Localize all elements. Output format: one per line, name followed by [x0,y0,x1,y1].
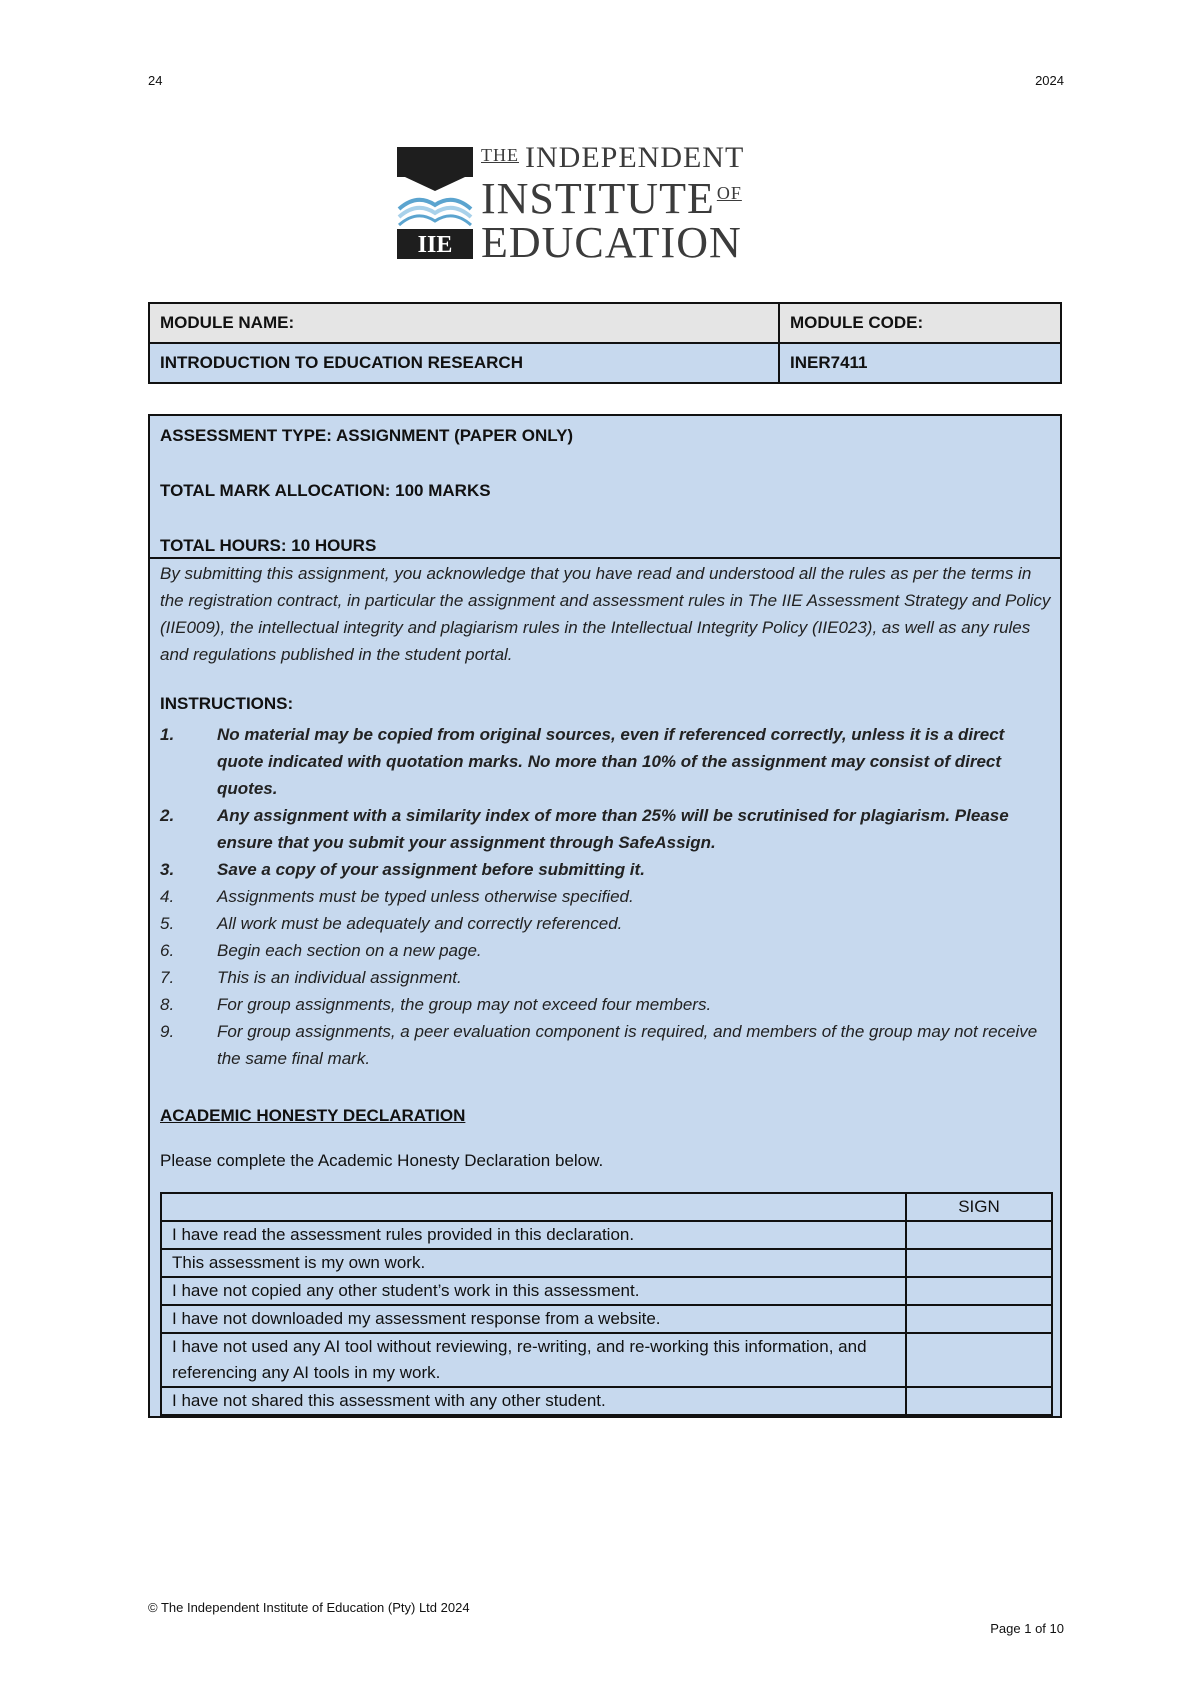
footer-page-number: Page 1 of 10 [990,1621,1064,1636]
declaration-intro: Please complete the Academic Honesty Declaration below. [160,1151,604,1170]
instructions-label: INSTRUCTIONS: [160,694,294,713]
logo-education: EDUCATION [481,218,742,267]
declaration-row [161,1277,1052,1305]
declaration-statement: I have read the assessment rules provided in this declaration. [161,1221,906,1249]
instruction-item: 7. This is an individual assignment. [160,968,462,987]
iie-logo [397,141,817,267]
declaration-row [161,1305,1052,1333]
module-table-value-row [149,343,1061,383]
sign-cell[interactable] [906,1249,1052,1277]
logo-wordmark [481,143,744,265]
assessment-box [148,414,1062,1418]
instruction-item: 2. Any assignment with a similarity index of more than 25% will be scrutinised for plagiarism. Please ensure that you submit your assignment through SafeAssign. [160,806,1009,852]
instruction-item: 5. All work must be adequately and correctly referenced. [160,914,623,933]
declaration-row [161,1221,1052,1249]
module-name-label: MODULE NAME: [149,303,779,343]
logo-the: THE [481,145,519,165]
sign-cell[interactable] [906,1333,1052,1387]
declaration-statement: I have not copied any other student’s work in this assessment. [161,1277,906,1305]
declaration-row [161,1333,1052,1387]
assessment-type: ASSESSMENT TYPE: ASSIGNMENT (PAPER ONLY) [160,426,574,445]
sign-cell[interactable] [906,1277,1052,1305]
iie-logo-mark [397,147,473,259]
instruction-item: 6. Begin each section on a new page. [160,941,482,960]
declaration-statement: This assessment is my own work. [161,1249,906,1277]
instruction-item: 4. Assignments must be typed unless otherwise specified. [160,887,634,906]
header-left-text: 24 [148,73,163,88]
sign-header: SIGN [906,1193,1052,1221]
module-name-value: INTRODUCTION TO EDUCATION RESEARCH [149,343,779,383]
logo-institute: INSTITUTE [481,174,715,223]
declaration-header-blank [161,1193,906,1221]
instruction-item: 9. For group assignments, a peer evaluation component is required, and members of the group may not receive the same final mark. [160,1022,1038,1068]
instruction-item: 1. No material may be copied from original sources, even if referenced correctly, unless it is a direct quote indicated with quotation marks. No more than 10% of the assignment may consist of direct quotes. [160,725,1005,798]
declaration-title: ACADEMIC HONESTY DECLARATION [160,1106,466,1125]
instruction-item: 8. For group assignments, the group may not exceed four members. [160,995,712,1014]
sign-cell[interactable] [906,1305,1052,1333]
assessment-header [150,416,1060,559]
header-right-text: 2024 [1035,73,1064,88]
footer-copyright: © The Independent Institute of Education (Pty) Ltd 2024 [148,1600,470,1615]
acknowledgement-text: By submitting this assignment, you acknowledge that you have read and understood all the rules as per the terms in the registration contract, in particular the assignment and assessment rules in The IIE Assessment Strategy and Policy (IIE009), the intellectual integrity and plagiarism rules in the Intellectual Integrity Policy (IIE023), as well as any rules and regulations published in the student portal. [160,564,1051,664]
total-hours: TOTAL HOURS: 10 HOURS [160,536,377,555]
declaration-statement: I have not downloaded my assessment response from a website. [161,1305,906,1333]
module-code-label: MODULE CODE: [779,303,1061,343]
sign-cell[interactable] [906,1387,1052,1415]
sign-cell[interactable] [906,1221,1052,1249]
declaration-table [160,1192,1053,1416]
declaration-row [161,1387,1052,1415]
logo-of: OF [716,183,742,203]
instruction-item: 3. Save a copy of your assignment before submitting it. [160,860,645,879]
module-table [148,302,1062,384]
instructions-list [160,721,1055,1072]
declaration-statement: I have not used any AI tool without reviewing, re-writing, and re-working this information, and referencing any AI tools in my work. [161,1333,906,1387]
declaration-statement: I have not shared this assessment with any other student. [161,1387,906,1415]
declaration-row [161,1249,1052,1277]
total-marks: TOTAL MARK ALLOCATION: 100 MARKS [160,481,491,500]
declaration-header-row [161,1193,1052,1221]
logo-independent: INDEPENDENT [525,141,745,174]
logo-mark-text: IIE [417,232,453,258]
module-table-header-row [149,303,1061,343]
module-code-value: INER7411 [779,343,1061,383]
